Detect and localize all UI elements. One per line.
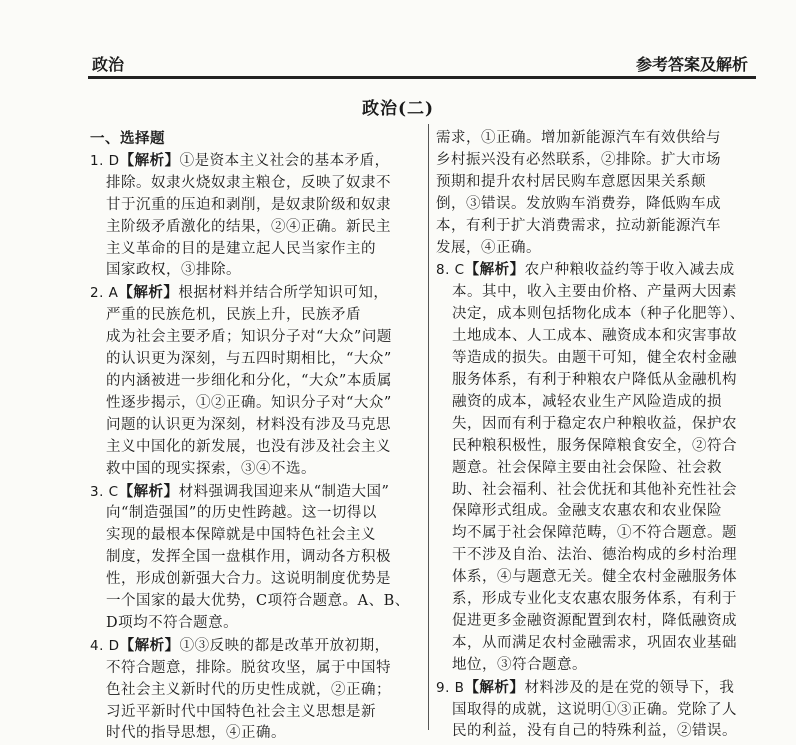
answer-line <box>90 393 422 415</box>
answer-line <box>90 525 422 547</box>
question-number: 8. C <box>436 262 465 279</box>
answer-item <box>90 481 422 635</box>
answer-line <box>90 658 422 680</box>
answer-text: 的内涵被进一步细化和分化，“大众”本质属 <box>106 372 392 389</box>
answer-text: 融资的成本，减轻农业生产风险造成的损 <box>452 393 722 410</box>
answer-text: 排除。奴隶火烧奴隶主粮仓，反映了奴隶不 <box>106 174 391 191</box>
answer-text: 甘于沉重的压迫和剥削，是奴隶阶级和奴隶 <box>106 196 391 213</box>
answer-line <box>90 547 422 569</box>
answer-text: 等造成的损失。由题干可知，健全农村金融 <box>452 350 737 367</box>
answer-text: 预期和提升农村居民购车意愿因果关系颠 <box>436 173 706 190</box>
answer-line <box>436 436 758 458</box>
answer-line <box>90 723 422 745</box>
answer-text: 问题的认识更为深刻，材料没有涉及马克思 <box>106 416 391 433</box>
answer-line <box>436 414 758 436</box>
answer-text: 均不属于社会保障范畴，①不符合题意。题 <box>452 525 737 542</box>
answer-line <box>436 589 758 611</box>
answer-line <box>436 677 758 700</box>
answer-line <box>436 458 758 480</box>
answer-text: 国取得的成就，这说明①③正确。党除了人 <box>452 701 737 718</box>
answer-line <box>90 481 422 504</box>
answer-item <box>90 150 422 282</box>
answer-text: 土地成本、人工成本、融资成本和灾害事故 <box>452 328 737 345</box>
answer-line <box>436 501 758 523</box>
answer-text: 乡村振兴没有必然联系，②排除。扩大市场 <box>436 151 721 168</box>
answer-line <box>436 700 758 722</box>
answer-text: 一个国家的最大优势，C项符合题意。A、B、 <box>106 593 410 610</box>
answer-item <box>90 282 422 480</box>
answer-text: 民的利益，没有自己的特殊利益，②错误。 <box>452 723 737 740</box>
answer-text: 救中国的现实探索，③④不选。 <box>106 460 316 477</box>
answer-line <box>90 459 422 481</box>
answer-line <box>436 567 758 589</box>
question-number: 4. D <box>90 637 120 654</box>
answer-text: 主阶级矛盾激化的结果，②④正确。新民主 <box>106 218 391 235</box>
answer-line <box>436 326 758 348</box>
answer-text: 失，因而有利于稳定农户种粮收益，保护农 <box>452 415 737 432</box>
answer-line <box>436 655 758 677</box>
answer-line <box>436 304 758 326</box>
answer-line <box>436 392 758 414</box>
answer-line <box>90 217 422 239</box>
section-heading: 一、选择题 <box>90 130 165 147</box>
answer-text: 农户种粮收益约等于收入减去成 <box>524 262 735 279</box>
header-right-label: 参考答案及解析 <box>635 55 748 74</box>
answer-text: D项均不符合题意。 <box>106 614 239 631</box>
question-number: 9. B <box>436 679 465 696</box>
answer-line <box>90 613 422 635</box>
answer-line <box>436 259 758 282</box>
answer-text: ①是资本主义社会的基本矛盾， <box>179 152 390 169</box>
header-subject: 政治 <box>92 55 125 74</box>
answer-text: 促进更多金融资源配置到农村，降低融资成 <box>452 612 737 629</box>
answer-text: 本，从而满足农村金融需求，巩固农业基础 <box>452 634 737 651</box>
column-divider <box>428 124 429 730</box>
answer-text: 性逐步揭示，①②正确。知识分子对“大众” <box>106 394 392 411</box>
answer-line <box>90 349 422 371</box>
answer-text: 习近平新时代中国特色社会主义思想是新 <box>106 703 376 720</box>
answer-text: 保障形式组成。金融支农惠农和农业保险 <box>452 503 722 520</box>
answer-text: 成为社会主要矛盾；知识分子对“大众”问题 <box>106 329 392 346</box>
answer-line <box>90 503 422 525</box>
answer-line <box>90 260 422 282</box>
answer-line <box>90 150 422 173</box>
question-number: 2. A <box>90 285 119 302</box>
answer-line <box>436 216 758 238</box>
answer-line <box>436 150 758 172</box>
analysis-tag: 【解析】 <box>464 678 525 696</box>
answer-line <box>90 195 422 217</box>
right-column <box>436 128 758 743</box>
answer-text: 国家政权，③排除。 <box>106 262 241 279</box>
answer-text: 服务体系，有利于种粮农户降低从金融机构 <box>452 371 737 388</box>
answer-text: 根据材料并结合所学知识可知， <box>178 285 389 302</box>
answer-text: 材料强调我国迎来从“制造大国” <box>178 483 390 500</box>
answer-line <box>90 371 422 393</box>
answer-text: 色社会主义新时代的历史性成就，②正确； <box>106 681 391 698</box>
answer-text: 地位，③符合题意。 <box>452 656 587 673</box>
answer-text: 向“制造强国”的历史性跨越。这一切得以 <box>106 505 377 522</box>
answer-line <box>90 173 422 195</box>
answer-line <box>436 633 758 655</box>
analysis-tag: 【解析】 <box>118 482 179 500</box>
answer-text: 助、社会福利、社会优抚和其他补充性社会 <box>452 481 737 498</box>
answer-item <box>436 259 758 676</box>
answer-text: 严重的民族危机，民族上升，民族矛盾 <box>106 307 361 324</box>
answer-line <box>436 370 758 392</box>
answer-line <box>90 569 422 591</box>
answer-text: 系，形成专业化支农惠农服务体系，有利于 <box>452 591 737 608</box>
answer-text: 实现的最根本保障就是中国特色社会主义 <box>106 527 376 544</box>
left-question-list <box>90 150 422 745</box>
answer-text: 民种粮积极性，服务保障粮食安全，②符合 <box>452 437 737 454</box>
answer-text: 的认识更为深刻，与五四时期相比，“大众” <box>106 351 392 368</box>
page-title: 政治(二) <box>361 99 435 119</box>
answer-line <box>90 415 422 437</box>
answer-line <box>436 282 758 304</box>
answer-text: 不符合题意，排除。脱贫攻坚，属于中国特 <box>106 659 391 676</box>
answer-text: 主义革命的目的是建立起人民当家作主的 <box>106 240 376 257</box>
answer-item <box>90 635 422 745</box>
analysis-tag: 【解析】 <box>119 151 180 169</box>
answer-text: 本。其中，收入主要由价格、产量两大因素 <box>452 284 737 301</box>
answer-text: 倒，③错误。发放购车消费券，降低购车成 <box>436 195 721 212</box>
answer-line <box>436 348 758 370</box>
analysis-tag: 【解析】 <box>119 636 180 654</box>
answer-text: 决定，成本则包括物化成本（种子化肥等）、 <box>452 306 745 323</box>
analysis-tag: 【解析】 <box>464 261 525 279</box>
answer-text: 需求，①正确。增加新能源汽车有效供给与 <box>436 130 721 146</box>
answer-text: 性，形成创新强大合力。这说明制度优势是 <box>106 571 391 588</box>
answer-text: 本，有利于扩大消费需求，拉动新能源汽车 <box>436 217 721 234</box>
answer-line <box>436 545 758 567</box>
answer-line <box>436 194 758 216</box>
answer-text: ①③反映的都是改革开放初期， <box>179 637 390 654</box>
answer-line <box>90 591 422 613</box>
question-number: 3. C <box>90 483 119 500</box>
answer-line <box>90 635 422 658</box>
answer-line <box>90 305 422 327</box>
answer-line <box>90 437 422 459</box>
answer-line <box>90 282 422 305</box>
answer-item <box>436 128 758 259</box>
answer-line <box>436 172 758 194</box>
answer-line <box>436 721 758 743</box>
answer-item <box>436 677 758 744</box>
page-header <box>88 50 756 79</box>
answer-text: 制度，发挥全国一盘棋作用，调动各方积极 <box>106 549 391 566</box>
right-question-list <box>436 128 758 743</box>
answer-text: 主义中国化的新发展，也没有涉及社会主义 <box>106 438 391 455</box>
answer-text: 题意。社会保障主要由社会保险、社会救 <box>452 459 722 476</box>
answer-text: 材料涉及的是在党的领导下，我 <box>524 679 735 696</box>
answer-line <box>436 480 758 502</box>
analysis-tag: 【解析】 <box>118 284 179 302</box>
answer-line <box>436 238 758 260</box>
answer-line <box>90 327 422 349</box>
answer-text: 体系，④与题意无关。健全农村金融服务体 <box>452 569 737 586</box>
answer-line <box>436 611 758 633</box>
answer-text: 发展，④正确。 <box>436 239 541 256</box>
question-number: 1. D <box>90 152 120 169</box>
answer-text: 时代的指导思想，④正确。 <box>106 725 286 742</box>
left-column <box>90 128 422 745</box>
answer-text: 干不涉及自治、法治、德治构成的乡村治理 <box>452 547 737 564</box>
answer-line <box>90 702 422 724</box>
answer-line <box>90 680 422 702</box>
answer-line <box>90 239 422 261</box>
answer-line <box>436 128 758 150</box>
answer-line <box>436 523 758 545</box>
